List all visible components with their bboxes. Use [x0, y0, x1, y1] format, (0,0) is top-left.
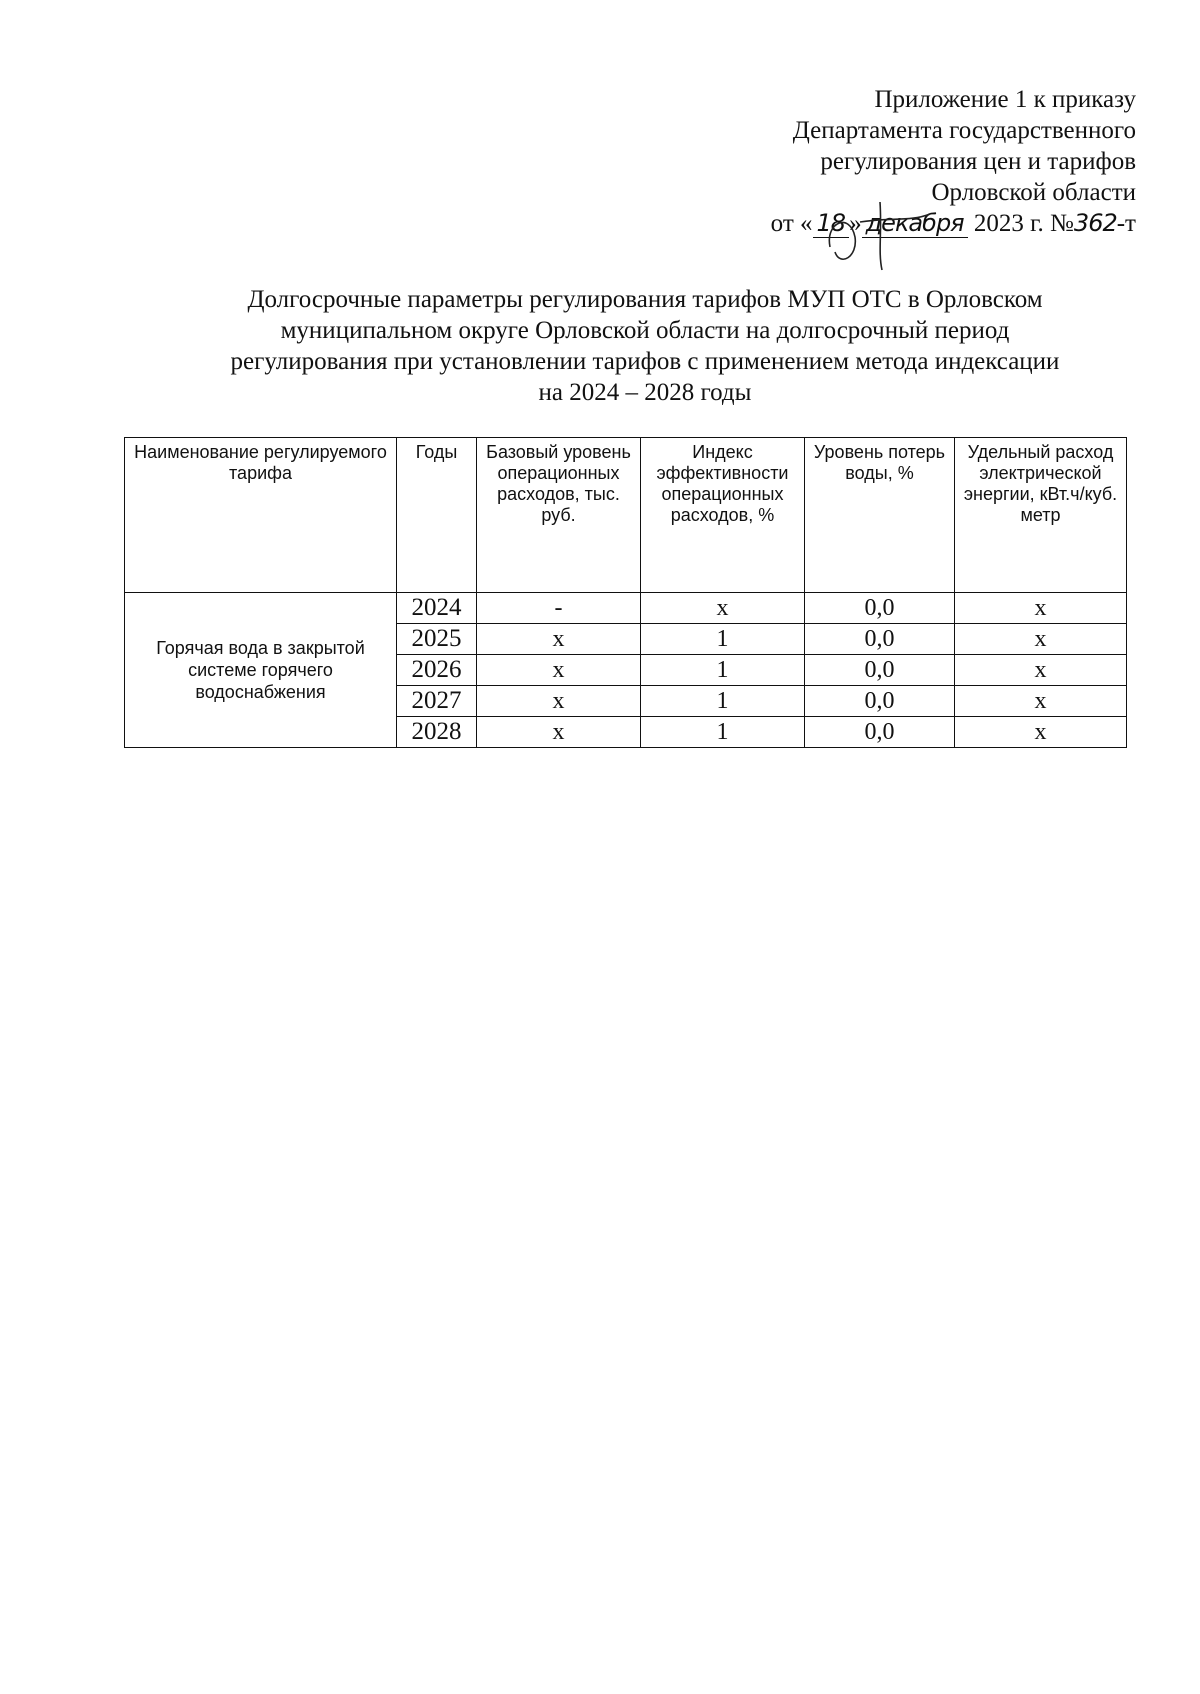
- table-header-row: [125, 438, 1127, 593]
- energy-cell: х: [955, 717, 1127, 748]
- title-line: Долгосрочные параметры регулирования тарифов МУП ОТС в Орловском: [247, 286, 1043, 313]
- losses-cell: 0,0: [805, 655, 955, 686]
- appendix-line: Департамента государственного: [792, 117, 1136, 144]
- energy-cell: х: [955, 593, 1127, 624]
- base-cell: х: [477, 717, 641, 748]
- tariff-parameters-table: [124, 437, 1127, 748]
- year-cell: 2024: [397, 593, 477, 624]
- document-title: [170, 284, 1120, 408]
- signature-icon: [820, 192, 940, 272]
- table-row: [125, 593, 1127, 624]
- order-number: 362: [1073, 209, 1117, 237]
- appendix-line: Приложение 1 к приказу: [874, 86, 1136, 113]
- base-cell: х: [477, 624, 641, 655]
- losses-cell: 0,0: [805, 686, 955, 717]
- date-prefix: от «: [770, 210, 813, 237]
- base-cell: х: [477, 655, 641, 686]
- losses-cell: 0,0: [805, 593, 955, 624]
- base-cell: -: [477, 593, 641, 624]
- header-tariff-name: Наименование регулируемого тарифа: [125, 438, 397, 593]
- year-cell: 2026: [397, 655, 477, 686]
- index-cell: 1: [641, 624, 805, 655]
- year-cell: 2025: [397, 624, 477, 655]
- title-line: на 2024 – 2028 годы: [538, 379, 752, 406]
- order-suffix: -т: [1116, 210, 1136, 237]
- date-month: декабря: [862, 209, 968, 238]
- index-cell: х: [641, 593, 805, 624]
- header-efficiency-index: Индекс эффективности операционных расходов, %: [641, 438, 805, 593]
- date-day: 18: [813, 209, 850, 238]
- base-cell: х: [477, 686, 641, 717]
- title-line: регулирования при установлении тарифов с применением метода индексации: [230, 348, 1060, 375]
- header-water-losses: Уровень потерь воды, %: [805, 438, 955, 593]
- appendix-line: Орловской области: [931, 179, 1136, 206]
- year-cell: 2027: [397, 686, 477, 717]
- index-cell: 1: [641, 655, 805, 686]
- tariff-name-cell: Горячая вода в закрытой системе горячего водоснабжения: [125, 593, 397, 748]
- header-energy-consumption: Удельный расход электрической энергии, кВт.ч/куб. метр: [955, 438, 1127, 593]
- index-cell: 1: [641, 686, 805, 717]
- energy-cell: х: [955, 655, 1127, 686]
- index-cell: 1: [641, 717, 805, 748]
- header-base-opex: Базовый уровень операционных расходов, тыс. руб.: [477, 438, 641, 593]
- energy-cell: х: [955, 686, 1127, 717]
- losses-cell: 0,0: [805, 717, 955, 748]
- header-years: Годы: [397, 438, 477, 593]
- title-line: муниципальном округе Орловской области на долгосрочный период: [280, 317, 1010, 344]
- date-year: 2023 г. №: [973, 210, 1074, 237]
- date-mid: »: [849, 210, 862, 237]
- energy-cell: х: [955, 624, 1127, 655]
- losses-cell: 0,0: [805, 624, 955, 655]
- year-cell: 2028: [397, 717, 477, 748]
- appendix-line: регулирования цен и тарифов: [820, 148, 1136, 175]
